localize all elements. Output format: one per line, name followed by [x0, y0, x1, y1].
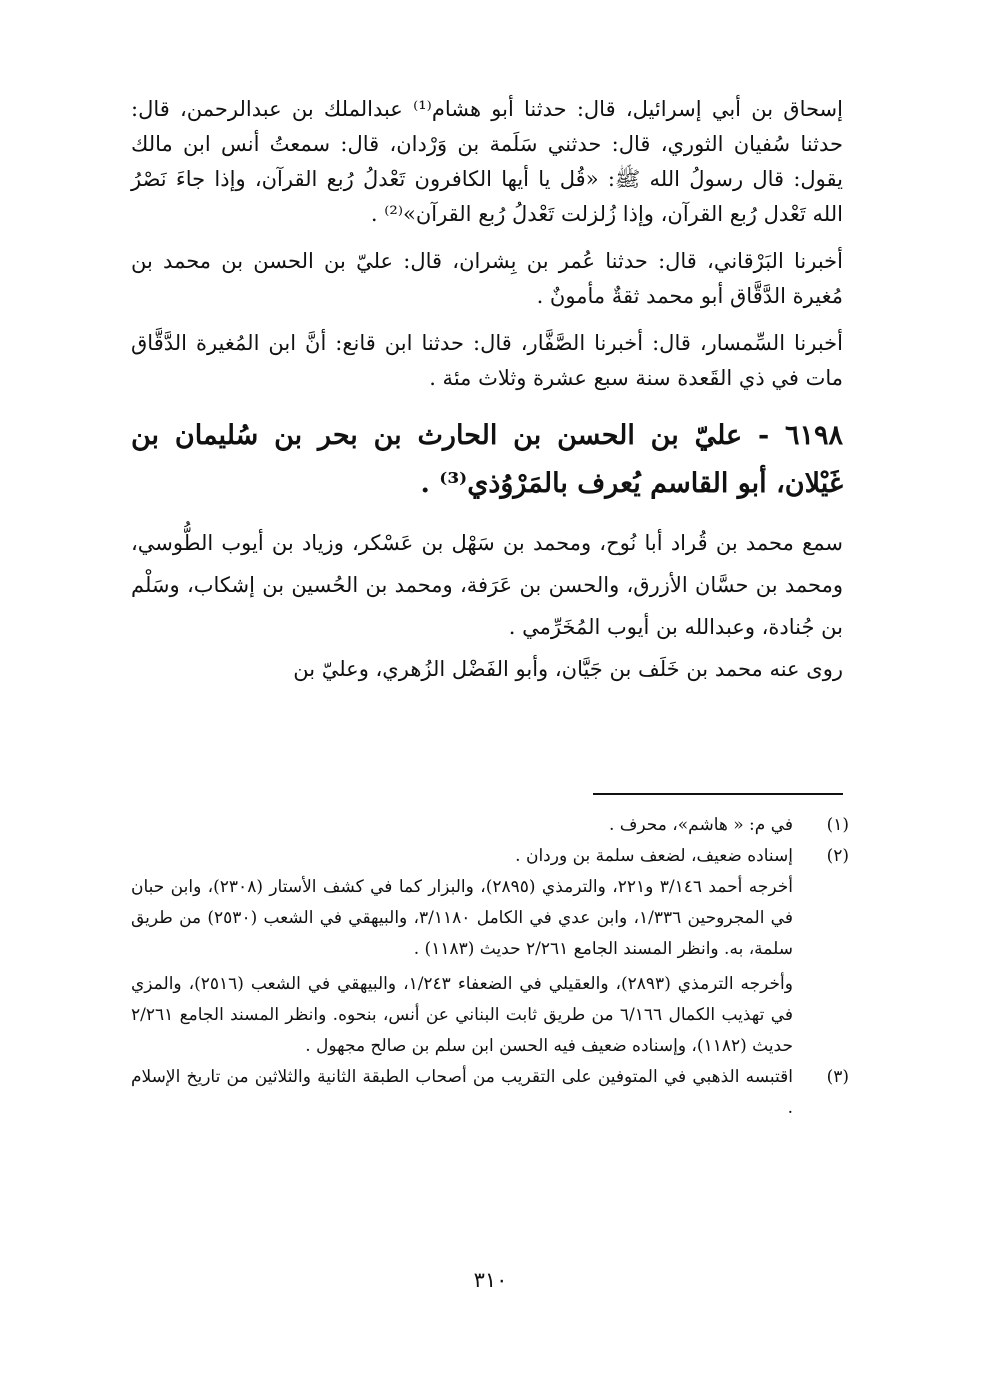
footnote-text: إسناده ضعيف، لضعف سلمة بن وردان .	[515, 846, 793, 866]
footnote-number: (٣)	[826, 1067, 849, 1087]
footnote-1	[131, 810, 849, 841]
biography-heading: ٦١٩٨ - عليّ بن الحسن بن الحارث بن بحر بن سُليمان بن غَيْلان، أبو القاسم يُعرف بالمَرْوُذي⁽³⁾ .	[131, 420, 843, 499]
narration-paragraph-simsar: أخبرنا السِّمسار، قال: أخبرنا الصَّفَّار، قال: حدثنا ابن قانع: أنَّ ابن المُغيرة الدَّقَّاق مات في ذي القَعدة سنة سبع عشرة وثلاث مئة .	[131, 331, 843, 390]
footnote-2	[131, 841, 849, 872]
footnote-number: (٢)	[826, 846, 849, 866]
footnote-3	[131, 1062, 849, 1124]
footnote-2-paragraph-1: أخرجه أحمد ٣/١٤٦ و٢٢١، والترمذي (٢٨٩٥)، والبزار كما في كشف الأستار (٢٣٠٨)، وابن حبان في المجروحين ١/٣٣٦، وابن عدي في الكامل ٣/١١٨٠، والبيهقي في الشعب (٢٥٣٠) من طريق سلمة، به. وانظر المسند الجامع ٢/٢٦١ حديث (١١٨٣) .	[131, 877, 793, 959]
footnote-number: (١)	[826, 815, 849, 835]
footnote-2-paragraph-2: وأخرجه الترمذي (٢٨٩٣)، والعقيلي في الضعفاء ١/٢٤٣، والبيهقي في الشعب (٢٥١٦)، والمزي في تهذيب الكمال ٦/١٦٦ من طريق ثابت البناني عن أنس، بنحوه. وانظر المسند الجامع ٢/٢٦١ حديث (١١٨٢)، وإسناده ضعيف فيه الحسن ابن سلم بن صالح مجهول .	[131, 974, 793, 1056]
main-text-block	[131, 92, 843, 690]
narration-paragraph-barqani: أخبرنا البَرْقاني، قال: حدثنا عُمر بن بِشران، قال: عليّ بن الحسن بن محمد بن مُغيرة الدَّقَّاق أبو محمد ثقةٌ مأمونٌ .	[131, 249, 843, 308]
hadith-paragraph: إسحاق بن أبي إسرائيل، قال: حدثنا أبو هشام⁽¹⁾ عبدالملك بن عبدالرحمن، قال: حدثنا سُفيان الثوري، قال: حدثني سَلَمة بن وَرْدان، قال: سمعتُ أنس ابن مالك يقول: قال رسولُ الله ﷺ: «قُل يا أيها الكافرون تَعْدلُ رُبع القرآن، وإذا جاءَ نَصْرُ الله تَعْدل رُبع القرآن، وإذا زُلزلت تَعْدلُ رُبع القرآن»⁽²⁾ .	[131, 97, 843, 226]
footnotes-block	[131, 810, 849, 1124]
page-number: ٣١٠	[473, 1268, 508, 1292]
footnote-divider	[593, 793, 843, 795]
footnote-text: في م: « هاشم»، محرف .	[608, 815, 793, 835]
biography-students-paragraph: روى عنه محمد بن خَلَف بن جَيَّان، وأبو الفَضْل الزُهري، وعليّ بن	[293, 657, 843, 681]
biography-teachers-paragraph: سمع محمد بن قُراد أبا نُوح، ومحمد بن سَهْل بن عَسْكر، وزياد بن أيوب الطُّوسي، ومحمد بن حسَّان الأزرق، والحسن بن عَرَفة، ومحمد بن الحُسين بن إشكاب، وسَلْم بن جُنادة، وعبدالله بن أيوب المُخَرِّمي .	[131, 531, 843, 639]
footnote-text: اقتبسه الذهبي في المتوفين على التقريب من أصحاب الطبقة الثانية والثلاثين من تاريخ الإسلام .	[131, 1067, 793, 1118]
